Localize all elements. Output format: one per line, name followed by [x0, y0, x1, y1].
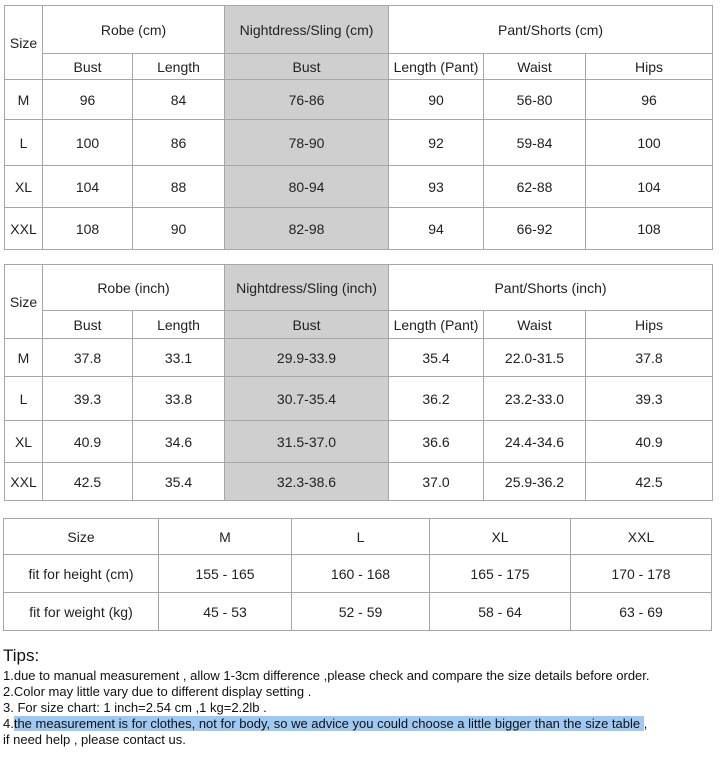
size-header: Size	[5, 6, 43, 80]
tip-line-4	[3, 716, 721, 732]
table-cell: 62-88	[484, 166, 586, 208]
table-cell: 52 - 59	[292, 593, 430, 631]
table-cell: 23.2-33.0	[484, 377, 586, 421]
table-row	[5, 377, 713, 421]
table-cell: 37.8	[586, 339, 713, 377]
table-cell: 108	[43, 208, 133, 250]
robe-group-header: Robe (cm)	[43, 6, 225, 54]
size-header: Size	[5, 265, 43, 339]
table-cell: 66-92	[484, 208, 586, 250]
table-cell: 42.5	[586, 463, 713, 501]
table-cell: 104	[43, 166, 133, 208]
subheader-cell: Length (Pant)	[389, 311, 484, 339]
table-cell: 155 - 165	[159, 555, 292, 593]
table-row	[5, 120, 713, 166]
table-cell: 24.4-34.6	[484, 421, 586, 463]
table-cell: 93	[389, 166, 484, 208]
table-cell: 29.9-33.9	[225, 339, 389, 377]
pant-group-header: Pant/Shorts (inch)	[389, 265, 713, 311]
size-cell: XXL	[5, 463, 43, 501]
tip-line-2: 2.Color may little vary due to different display setting .	[3, 684, 312, 699]
robe-group-header: Robe (inch)	[43, 265, 225, 311]
table-cell: 59-84	[484, 120, 586, 166]
table-cell: 33.1	[133, 339, 225, 377]
table-cell: 90	[389, 80, 484, 120]
table-cell: 76-86	[225, 80, 389, 120]
tip-line-3: 3. For size chart: 1 inch=2.54 cm ,1 kg=2.2lb .	[3, 700, 267, 715]
fit-header-cell: L	[292, 519, 430, 555]
subheader-cell: Hips	[586, 54, 713, 80]
subheader-cell: Bust	[43, 311, 133, 339]
table-cell: 37.0	[389, 463, 484, 501]
table-cell: 170 - 178	[571, 555, 712, 593]
size-table-inch	[4, 264, 713, 501]
fit-label-cell: fit for height (cm)	[4, 555, 159, 593]
table-cell: 30.7-35.4	[225, 377, 389, 421]
table-cell: 36.2	[389, 377, 484, 421]
table-row	[5, 339, 713, 377]
size-cell: L	[5, 377, 43, 421]
table-cell: 100	[43, 120, 133, 166]
table-cell: 80-94	[225, 166, 389, 208]
table-cell: 86	[133, 120, 225, 166]
table-cell: 90	[133, 208, 225, 250]
table-cell: 40.9	[43, 421, 133, 463]
pant-group-header: Pant/Shorts (cm)	[389, 6, 713, 54]
size-cell: L	[5, 120, 43, 166]
fit-table	[3, 518, 712, 631]
tips-section	[3, 645, 721, 748]
table-cell: 39.3	[43, 377, 133, 421]
fit-header-cell: M	[159, 519, 292, 555]
table-row	[5, 463, 713, 501]
tip-line-4-prefix: 4.	[3, 716, 14, 731]
tips-title: Tips:	[3, 646, 40, 665]
table-cell: 36.6	[389, 421, 484, 463]
size-cell: XL	[5, 421, 43, 463]
table-cell: 104	[586, 166, 713, 208]
table-cell: 84	[133, 80, 225, 120]
table-cell: 37.8	[43, 339, 133, 377]
table-cell: 32.3-38.6	[225, 463, 389, 501]
tip-line-4-suffix: ,	[643, 716, 648, 731]
nightdress-group-header: Nightdress/Sling (cm)	[225, 6, 389, 54]
size-cell: XL	[5, 166, 43, 208]
fit-label-cell: fit for weight (kg)	[4, 593, 159, 631]
size-cell: M	[5, 339, 43, 377]
table-cell: 45 - 53	[159, 593, 292, 631]
table-row	[5, 208, 713, 250]
subheader-cell: Waist	[484, 54, 586, 80]
table-cell: 22.0-31.5	[484, 339, 586, 377]
table-cell: 63 - 69	[571, 593, 712, 631]
table-cell: 160 - 168	[292, 555, 430, 593]
tip-line-5: if need help , please contact us.	[3, 732, 186, 747]
size-cell: XXL	[5, 208, 43, 250]
table-cell: 34.6	[133, 421, 225, 463]
table-cell: 165 - 175	[430, 555, 571, 593]
table-cell: 96	[586, 80, 713, 120]
subheader-cell: Hips	[586, 311, 713, 339]
subheader-cell: Bust	[225, 311, 389, 339]
table-row	[5, 166, 713, 208]
table-row	[4, 555, 712, 593]
subheader-cell: Waist	[484, 311, 586, 339]
subheader-cell: Length (Pant)	[389, 54, 484, 80]
fit-header-cell: XL	[430, 519, 571, 555]
table-cell: 35.4	[389, 339, 484, 377]
table-row	[4, 593, 712, 631]
tip-line-4-highlight[interactable]: the measurement is for clothes, not for body, so we advice you could choose a little bigger than the size table	[13, 716, 644, 731]
size-cell: M	[5, 80, 43, 120]
table-cell: 96	[43, 80, 133, 120]
fit-header-cell: Size	[4, 519, 159, 555]
table-row	[5, 421, 713, 463]
table-cell: 78-90	[225, 120, 389, 166]
table-cell: 25.9-36.2	[484, 463, 586, 501]
tip-line-1: 1.due to manual measurement , allow 1-3cm difference ,please check and compare the size details before order.	[3, 668, 650, 683]
table-cell: 56-80	[484, 80, 586, 120]
table-cell: 31.5-37.0	[225, 421, 389, 463]
table-cell: 39.3	[586, 377, 713, 421]
fit-header-cell: XXL	[571, 519, 712, 555]
table-cell: 92	[389, 120, 484, 166]
table-cell: 35.4	[133, 463, 225, 501]
subheader-cell: Length	[133, 54, 225, 80]
subheader-cell: Bust	[43, 54, 133, 80]
table-row	[5, 80, 713, 120]
subheader-cell: Bust	[225, 54, 389, 80]
table-cell: 58 - 64	[430, 593, 571, 631]
table-cell: 33.8	[133, 377, 225, 421]
table-cell: 108	[586, 208, 713, 250]
table-cell: 94	[389, 208, 484, 250]
size-table-cm	[4, 5, 713, 250]
nightdress-group-header: Nightdress/Sling (inch)	[225, 265, 389, 311]
table-cell: 100	[586, 120, 713, 166]
table-cell: 82-98	[225, 208, 389, 250]
table-cell: 40.9	[586, 421, 713, 463]
table-cell: 42.5	[43, 463, 133, 501]
table-cell: 88	[133, 166, 225, 208]
subheader-cell: Length	[133, 311, 225, 339]
